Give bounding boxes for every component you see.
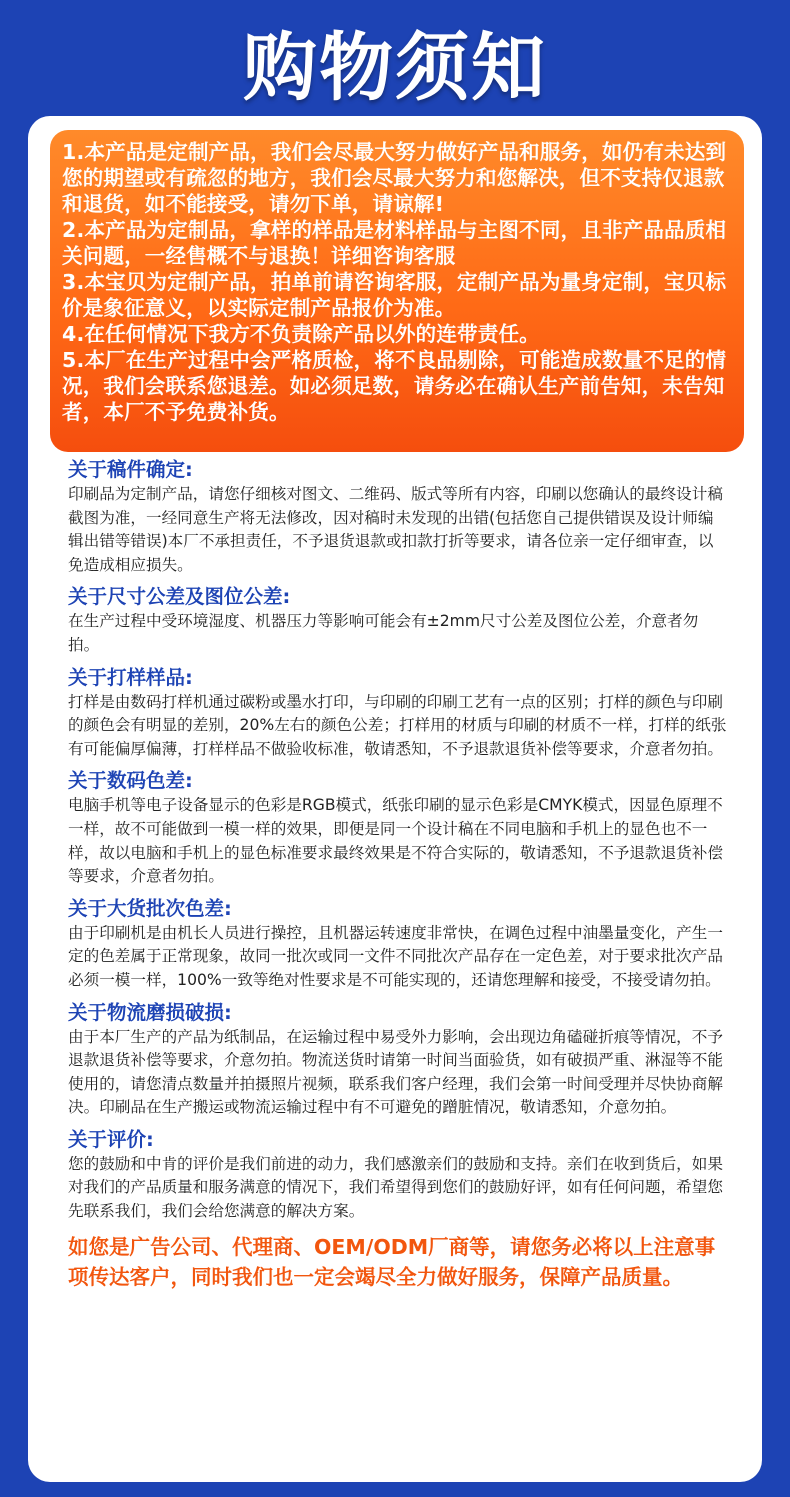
section-body: 由于印刷机是由机长人员进行操控，且机器运转速度非常快，在调色过程中油墨量变化，产生一定的色差属于正常现象，故同一批次或同一文件不同批次产品存在一定色差，对于要求批次产品必须一模一样，100%一致等绝对性要求是不可能实现的，还请您理解和接受，不接受请勿拍。 (68, 923, 723, 989)
section-body: 您的鼓励和中肯的评价是我们前进的动力，我们感激亲们的鼓励和支持。亲们在收到货后，如果对我们的产品质量和服务满意的情况下，我们希望得到您们的鼓励好评，如有任何问题，希望您先联系我们，我们会给您满意的解决方案。 (68, 1154, 723, 1221)
section-body: 打样是由数码打样机通过碳粉或墨水打印，与印刷的印刷工艺有一点的区别；打样的颜色与印刷的颜色会有明显的差别，20%左右的颜色公差；打样用的材质与印刷的材质不一样，打样的纸张有可能偏厚偏薄，打样样品不做验收标准，敬请悉知，不予退款退货补偿等要求，介意者勿拍。 (68, 692, 727, 758)
closing-note: 如您是广告公司、代理商、OEM/ODM厂商等，请您务必将以上注意事项传达客户，同时我们也一定会竭尽全力做好服务，保障产品质量。 (68, 1234, 716, 1289)
section-digital-color (68, 767, 728, 888)
section-body: 由于本厂生产的产品为纸制品，在运输过程中易受外力影响，会出现边角磕碰折痕等情况，不予退款退货补偿等要求，介意勿拍。物流送货时请第一时间当面验货，如有破损严重、淋湿等不能使用的，请您清点数量并拍摄照片视频，联系我们客户经理，我们会第一时间受理并尽快协商解决。印刷品在生产搬运或物流运输过程中有不可避免的蹭脏情况，敬请悉知，介意勿拍。 (68, 1027, 723, 1117)
notice-box (50, 130, 744, 452)
section-shipping-damage (68, 999, 728, 1120)
section-body: 电脑手机等电子设备显示的色彩是RGB模式，纸张印刷的显示色彩是CMYK模式，因显色原理不一样，故不可能做到一模一样的效果，即便是同一个设计稿在不同电脑和手机上的显色也不一样，故以电脑和手机上的显色标准要求最终效果是不符合实际的，敬请悉知，不予退款退货补偿等要求，介意者勿拍。 (68, 796, 723, 886)
section-body: 在生产过程中受环境湿度、机器压力等影响可能会有±2mm尺寸公差及图位公差，介意者勿拍。 (68, 612, 699, 654)
section-title: 关于打样样品: (68, 665, 193, 689)
notice-item: 3.本宝贝为定制产品，拍单前请咨询客服，定制产品为量身定制，宝贝标价是象征意义，以实际定制产品报价为准。 (62, 270, 727, 320)
notice-item: 4.在任何情况下我方不负责除产品以外的连带责任。 (62, 322, 540, 346)
section-title: 关于大货批次色差: (68, 896, 232, 920)
notice-item: 1.本产品是定制产品，我们会尽最大努力做好产品和服务，如仍有未达到您的期望或有疏忽的地方，我们会尽最大努力和您解决，但不支持仅退款和退货，如不能接受，请勿下单，请谅解! (62, 140, 727, 216)
section-proof-samples (68, 664, 728, 762)
section-title: 关于评价: (68, 1127, 154, 1151)
section-reviews (68, 1126, 728, 1224)
content-card (28, 116, 762, 1482)
section-draft-confirmation (68, 456, 728, 577)
page-title: 购物须知 (243, 25, 547, 111)
section-title: 关于物流磨损破损: (68, 1000, 232, 1024)
section-batch-color (68, 895, 728, 993)
section-title: 关于稿件确定: (68, 458, 193, 481)
section-body: 印刷品为定制产品，请您仔细核对图文、二维码、版式等所有内容，印刷以您确认的最终设计稿截图为准，一经同意生产将无法修改，因对稿时未发现的出错(包括您自己提供错误及设计师编辑出错等错误)本厂不承担责任，不予退货退款或扣款打折等要求，请各位亲一定仔细审查，以免造成相应损失。 (68, 485, 723, 574)
notice-item: 5.本厂在生产过程中会严格质检，将不良品剔除，可能造成数量不足的情况，我们会联系您退差。如必须足数，请务必在确认生产前告知，未告知者，本厂不予免费补货。 (62, 348, 727, 424)
notice-item: 2.本产品为定制品，拿样的样品是材料样品与主图不同，且非产品品质相关问题，一经售概不与退换！详细咨询客服 (62, 218, 727, 268)
section-title: 关于尺寸公差及图位公差: (68, 585, 291, 609)
section-title: 关于数码色差: (68, 769, 193, 793)
policy-sections (68, 456, 728, 1292)
section-size-tolerance (68, 583, 728, 657)
